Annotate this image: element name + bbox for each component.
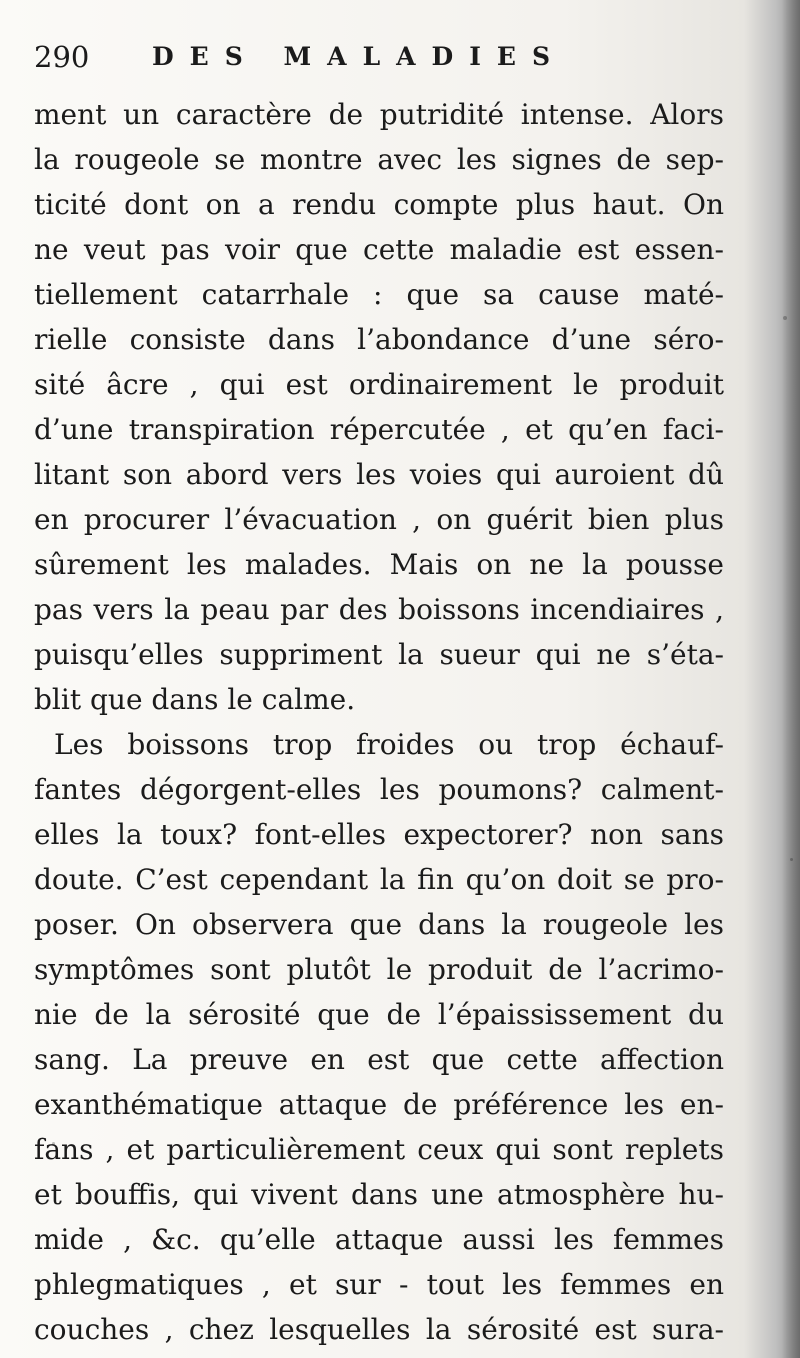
text-line: fantes dégorgent-elles les poumons? calment- — [34, 773, 724, 806]
text-line: et bouffis, qui vivent dans une atmosphère hu- — [34, 1178, 724, 1211]
print-speck — [783, 316, 787, 320]
text-line: la rougeole se montre avec les signes de sep- — [34, 143, 724, 176]
text-line: nie de la sérosité que de l’épaississement du — [34, 998, 724, 1031]
running-title: DES MALADIES — [152, 42, 567, 71]
text-line: couches , chez lesquelles la sérosité est sura- — [34, 1313, 724, 1346]
text-line: fans , et particulièrement ceux qui sont replets — [34, 1133, 724, 1166]
text-line: mide , &c. qu’elle attaque aussi les femmes — [34, 1223, 724, 1256]
text-line: pas vers la peau par des boissons incendiaires , — [34, 593, 724, 626]
print-speck — [52, 1142, 55, 1145]
text-line: tiellement catarrhale : que sa cause maté- — [34, 278, 724, 311]
paragraph-start-line: Les boissons trop froides ou trop échauf- — [54, 728, 724, 761]
text-line: ment un caractère de putridité intense. Alors — [34, 98, 724, 131]
text-line: ticité dont on a rendu compte plus haut. On — [34, 188, 724, 221]
text-line: puisqu’elles suppriment la sueur qui ne s’éta- — [34, 638, 724, 671]
text-line: poser. On observera que dans la rougeole les — [34, 908, 724, 941]
text-line: sité âcre , qui est ordinairement le produit — [34, 368, 724, 401]
text-line: elles la toux? font-elles expectorer? non sans — [34, 818, 724, 851]
text-line: symptômes sont plutôt le produit de l’acrimo- — [34, 953, 724, 986]
page-number: 290 — [34, 40, 90, 74]
print-speck — [790, 858, 793, 861]
text-line: ne veut pas voir que cette maladie est essen- — [34, 233, 724, 266]
page-edge-shadow — [782, 0, 800, 1358]
text-line: doute. C’est cependant la fin qu’on doit se pro- — [34, 863, 724, 896]
text-line: en procurer l’évacuation , on guérit bien plus — [34, 503, 724, 536]
body-text — [34, 92, 724, 1352]
text-line: d’une transpiration répercutée , et qu’en faci- — [34, 413, 724, 446]
text-line: rielle consiste dans l’abondance d’une séro- — [34, 323, 724, 356]
paragraph-end-line: blit que dans le calme. — [34, 683, 356, 716]
text-line: litant son abord vers les voies qui auroient dû — [34, 458, 724, 491]
text-line: phlegmatiques , et sur - tout les femmes en — [34, 1268, 724, 1301]
page-header — [34, 36, 734, 80]
text-line: sang. La preuve en est que cette affection — [34, 1043, 724, 1076]
text-line: exanthématique attaque de préférence les en- — [34, 1088, 724, 1121]
text-line: sûrement les malades. Mais on ne la pousse — [34, 548, 724, 581]
